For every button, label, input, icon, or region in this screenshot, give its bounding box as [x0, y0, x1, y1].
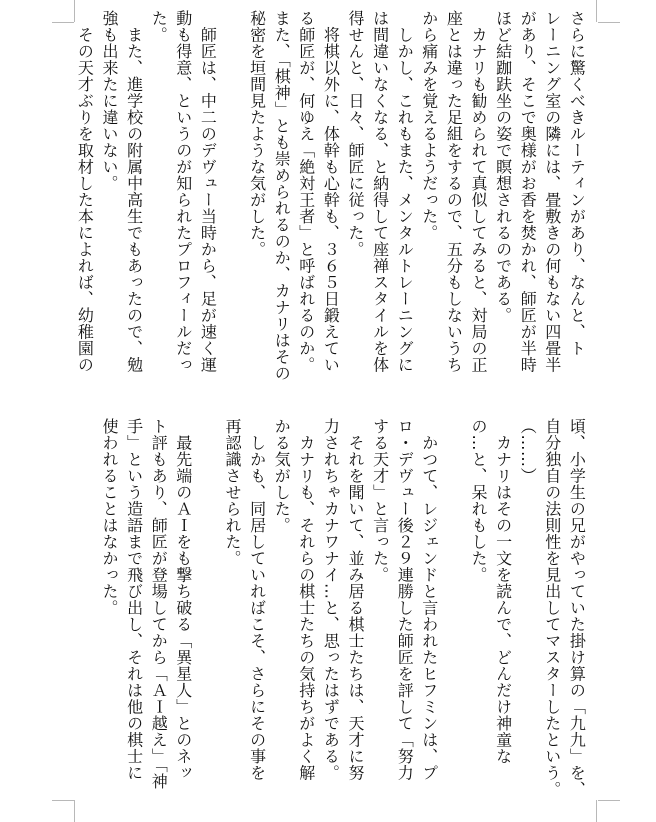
lower-text-line: それを聞いて、並み居る棋士たちは、天才に努 [346, 418, 365, 781]
upper-text-line: た。 [149, 10, 169, 43]
upper-text-line: 強も出来たに違いない。 [100, 10, 119, 192]
lower-text-line: 力されちゃカナワナイ…と、思ったはずである。 [321, 418, 341, 781]
crop-mark-bottom-right [596, 800, 597, 822]
lower-text-line: ト評もあり、師匠が登場してから「ＡＩ越え」「神 [149, 418, 169, 790]
lower-text-line: しかも、同居していればこそ、さらにその事を [247, 418, 267, 781]
crop-mark-top-right [596, 0, 597, 22]
lower-text-line: 手」という造語まで飛び出し、それは他の棋士に [124, 418, 144, 781]
crop-mark-right-bottom [598, 800, 620, 801]
upper-text-line: 得せんと、日々、師匠に従った。 [346, 10, 365, 258]
lower-text-line: の…と、呆れもした。 [469, 418, 488, 583]
upper-text-line: は間違いなくなる、と納得して座禅スタイルを体 [370, 10, 390, 373]
crop-mark-left-bottom [52, 800, 74, 801]
crop-mark-bottom-left [74, 800, 75, 822]
lower-text-line: 自分独自の法則性を見出してマスターしたという。 [542, 418, 562, 798]
lower-text-line [198, 418, 222, 810]
lower-text-line: カナリはその一文を読んで、どんだけ神童な [493, 418, 513, 765]
lower-text-line: 頃、小学生の兄がやっていた掛け算の「九九」を、 [567, 418, 587, 798]
crop-mark-right-top [598, 22, 620, 23]
upper-text-line: 動も得意、というのが知られたプロフィールだっ [173, 10, 193, 373]
upper-text-line: その天才ぶりを取材した本によれば、幼稚園の [75, 10, 95, 373]
upper-text-line: 将棋以外に、体幹も心幹も、３６５日鍛えてい [321, 10, 341, 373]
lower-text-line: 再認識させられた。 [223, 418, 242, 567]
upper-text-line: 座とは違った足組をするので、五分もしないうち [444, 10, 464, 373]
upper-text-line: から痛みを覚えるようだった。 [419, 10, 439, 241]
lower-text-line: 最先端のＡＩをも撃ち破る「異星人」とのネッ [173, 418, 193, 781]
lower-text-line: ロ・デヴュー後２９連勝した師匠を評して「努力 [395, 418, 415, 781]
upper-text-line: また、進学校の附属中高生でもあったので、勉 [124, 10, 144, 373]
upper-text-line: があり、そこで奥様がお香を焚かれ、師匠が半時 [518, 10, 538, 373]
upper-text-line: ほど結跏趺坐の姿で瞑想されるのである。 [493, 10, 513, 324]
upper-text-line: カナリも勧められて真似してみると、対局の正 [469, 10, 488, 373]
upper-text-line: また、「棋神」とも崇められるのか、カナリはその [272, 10, 292, 382]
lower-text-line [444, 418, 468, 810]
upper-text-line: レーニング室の隣には、畳敷きの何もない四畳半 [542, 10, 562, 373]
lower-text-line: カナリも、それらの棋士たちの気持ちがよく解 [296, 418, 316, 781]
lower-text-line: かつて、レジェンドと言われたヒフミンは、プ [419, 418, 439, 781]
upper-text-line: さらに驚くべきルーティンがあり、なんと、ト [567, 10, 587, 357]
lower-text-line: （……） [518, 418, 538, 484]
upper-text-line [223, 10, 247, 402]
upper-text-line: 師匠は、中二のデヴュー当時から、足が速く運 [198, 10, 218, 373]
lower-text-line: する天才」と言った。 [370, 418, 390, 583]
lower-text-line: かる気がした。 [272, 418, 292, 534]
upper-text-line: しかし、これもまた、メンタルトレーニングに [395, 10, 415, 373]
upper-text-line: る師匠が、何ゆえ「絶対王者」と呼ばれるのか。 [296, 10, 316, 373]
upper-text-line: 秘密を垣間見たような気がした。 [247, 10, 267, 258]
lower-text-line: 使われることはなかった。 [100, 418, 119, 616]
